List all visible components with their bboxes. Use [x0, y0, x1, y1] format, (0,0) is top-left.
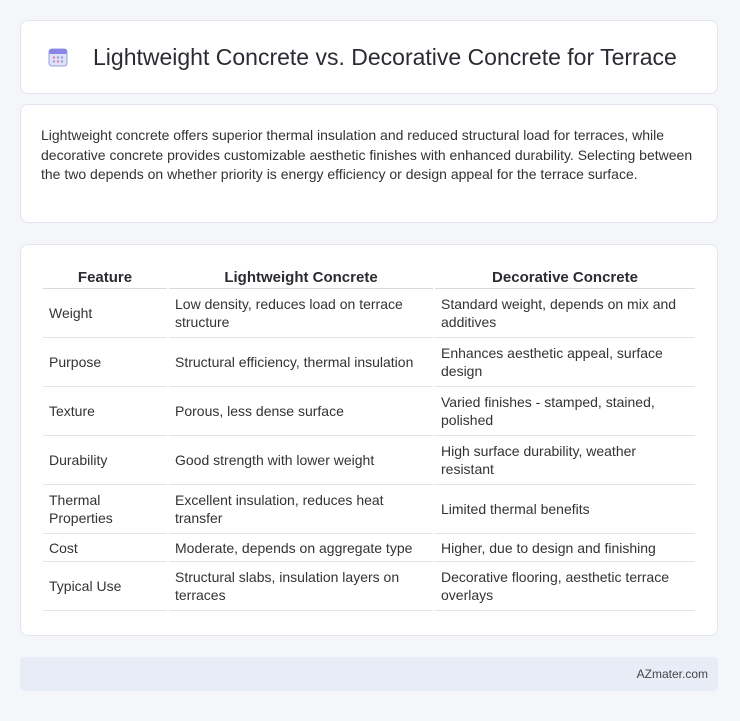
decorative-cell: Enhances aesthetic appeal, surface design [435, 338, 695, 387]
intro-paragraph: Lightweight concrete offers superior thermal insulation and reduced structural load for terraces, while decorative concrete provides customizable aesthetic finishes with enhanced durability. Selecting between the two depends on whether priority is energy efficiency or design appeal for the terrace surface. [41, 127, 693, 182]
lightweight-cell: Structural slabs, insulation layers on terraces [169, 562, 433, 611]
feature-cell: Cost [43, 534, 167, 562]
table-row [43, 534, 695, 562]
lightweight-cell: Structural efficiency, thermal insulation [169, 338, 433, 387]
lightweight-cell: Porous, less dense surface [169, 387, 433, 436]
footer-brand[interactable]: AZmater.com [636, 667, 708, 681]
decorative-cell: Higher, due to design and finishing [435, 534, 695, 562]
decorative-cell: Standard weight, depends on mix and additives [435, 289, 695, 338]
table-row [43, 289, 695, 338]
feature-cell: Typical Use [43, 562, 167, 611]
decorative-cell: High surface durability, weather resistant [435, 436, 695, 485]
page-title: Lightweight Concrete vs. Decorative Concrete for Terrace [93, 43, 677, 70]
lightweight-cell: Low density, reduces load on terrace structure [169, 289, 433, 338]
decorative-cell: Varied finishes - stamped, stained, polished [435, 387, 695, 436]
decorative-cell: Decorative flooring, aesthetic terrace overlays [435, 562, 695, 611]
lightweight-cell: Moderate, depends on aggregate type [169, 534, 433, 562]
feature-cell: Thermal Properties [43, 485, 167, 534]
table-row [43, 387, 695, 436]
table-row [43, 436, 695, 485]
table-header-row [43, 267, 695, 289]
table-row [43, 562, 695, 611]
column-header: Lightweight Concrete [169, 267, 433, 289]
feature-cell: Weight [43, 289, 167, 338]
feature-cell: Durability [43, 436, 167, 485]
footer [20, 657, 718, 691]
lightweight-cell: Good strength with lower weight [169, 436, 433, 485]
feature-cell: Purpose [43, 338, 167, 387]
intro-card [20, 104, 718, 223]
comparison-card [20, 244, 718, 636]
column-header: Feature [43, 267, 167, 289]
feature-cell: Texture [43, 387, 167, 436]
lightweight-cell: Excellent insulation, reduces heat transfer [169, 485, 433, 534]
comparison-table [41, 267, 697, 611]
decorative-cell: Limited thermal benefits [435, 485, 695, 534]
calendar-icon [47, 46, 69, 68]
title-card [20, 20, 718, 94]
table-row [43, 338, 695, 387]
table-row [43, 485, 695, 534]
column-header: Decorative Concrete [435, 267, 695, 289]
